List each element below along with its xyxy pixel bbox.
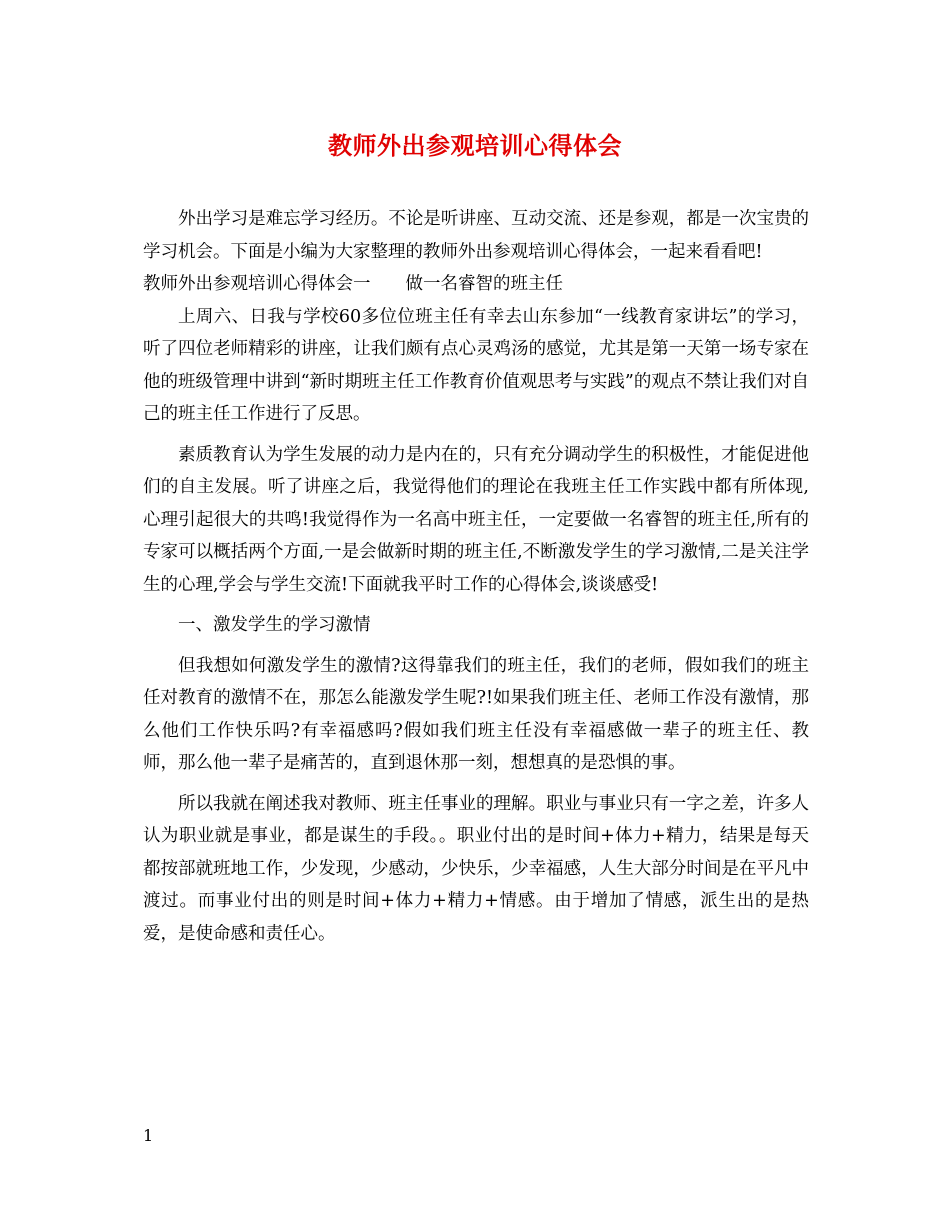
body-paragraph: 所以我就在阐述我对教师、班主任事业的理解。职业与事业只有一字之差，许多人认为职业就是事业，都是谋生的手段。。职业付出的是时间+体力+精力，结果是每天都按部就班地工作，少发现，少感动，少快乐，少幸福感，人生大部分时间是在平凡中渡过。而事业付出的则是时间+体力+精力+情感。由于增加了情感，派生出的是热爱，是使命感和责任心。 (143, 793, 809, 944)
body-paragraph: 上周六、日我与学校60多位位班主任有幸去山东参加“一线教育家讲坛”的学习，听了四位老师精彩的讲座，让我们颇有点心灵鸡汤的感觉，尤其是第一天第一场专家在他的班级管理中讲到“新时期班主任工作教育价值观思考与实践”的观点不禁让我们对自己的班主任工作进行了反思。 (143, 306, 809, 424)
page-number: 1 (143, 1126, 154, 1145)
intro-paragraph: 外出学习是难忘学习经历。不论是听讲座、互动交流、还是参观，都是一次宝贵的学习机会。下面是小编为大家整理的教师外出参观培训心得体会，一起来看看吧! (143, 209, 809, 262)
document-body (143, 203, 809, 950)
body-paragraph: 但我想如何激发学生的激情?这得靠我们的班主任，我们的老师，假如我们的班主任对教育的激情不在，那怎么能激发学生呢?!如果我们班主任、老师工作没有激情，那么他们工作快乐吗?有幸福感吗?假如我们班主任没有幸福感做一辈子的班主任、教师，那么他一辈子是痛苦的，直到退休那一刻，想想真的是恐惧的事。 (143, 655, 809, 773)
section-heading: 教师外出参观培训心得体会一 做一名睿智的班主任 (143, 274, 563, 294)
body-paragraph: 素质教育认为学生发展的动力是内在的，只有充分调动学生的积极性，才能促进他们的自主发展。听了讲座之后，我觉得他们的理论在我班主任工作实践中都有所体现,心理引起很大的共鸣!我觉得作为一名高中班主任，一定要做一名睿智的班主任,所有的专家可以概括两个方面,一是会做新时期的班主任,不断激发学生的学习激情,二是关注学生的心理,学会与学生交流!下面就我平时工作的心得体会,谈谈感受! (143, 444, 809, 595)
document-title: 教师外出参观培训心得体会 (328, 131, 622, 160)
subsection-heading: 一、激发学生的学习激情 (178, 615, 371, 635)
